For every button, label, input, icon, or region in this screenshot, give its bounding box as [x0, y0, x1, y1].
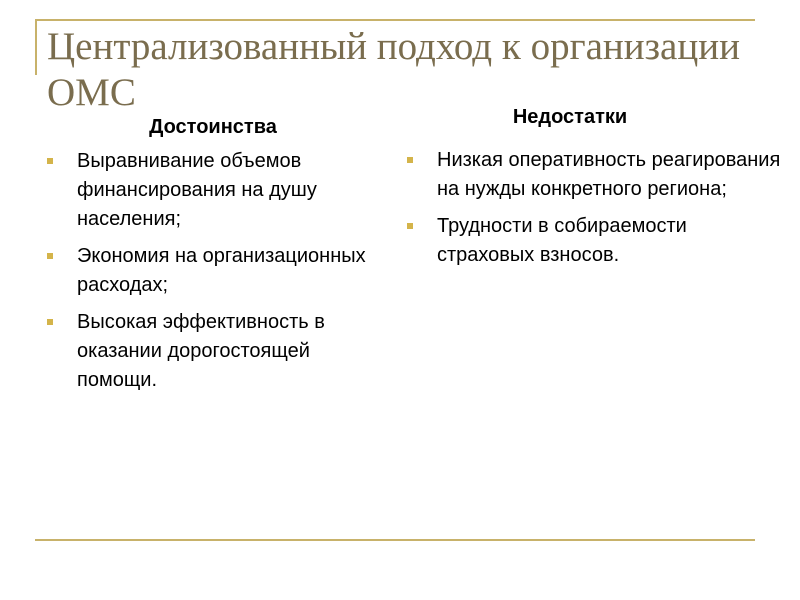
square-bullet-icon — [47, 253, 53, 259]
disadvantages-heading: Недостатки — [512, 106, 628, 128]
square-bullet-icon — [47, 158, 53, 164]
disadvantages-list-item — [404, 212, 784, 270]
square-bullet-icon — [47, 319, 53, 325]
square-bullet-icon — [407, 223, 413, 229]
disadvantages-list — [404, 146, 784, 278]
advantages-list-item — [44, 242, 394, 300]
advantages-item-text: Высокая эффективность в оказании дорогостоящей помощи. — [77, 311, 325, 391]
advantages-list — [44, 147, 394, 403]
advantages-item-text: Экономия на организационных расходах; — [77, 245, 366, 296]
top-divider-line — [35, 19, 755, 21]
slide-title: Централизованный подход к организации ОМС — [47, 25, 740, 114]
advantages-list-item — [44, 147, 394, 234]
advantages-heading: Достоинства — [149, 116, 277, 138]
advantages-item-text: Выравнивание объемов финансирования на душу населения; — [77, 150, 317, 230]
disadvantages-item-text: Трудности в собираемости страховых взносов. — [437, 215, 687, 266]
bottom-divider-line — [35, 539, 755, 541]
advantages-list-item — [44, 308, 394, 395]
square-bullet-icon — [407, 157, 413, 163]
disadvantages-list-item — [404, 146, 784, 204]
left-accent-line — [35, 19, 37, 75]
disadvantages-item-text: Низкая оперативность реагирования на нужды конкретного региона; — [437, 149, 781, 200]
